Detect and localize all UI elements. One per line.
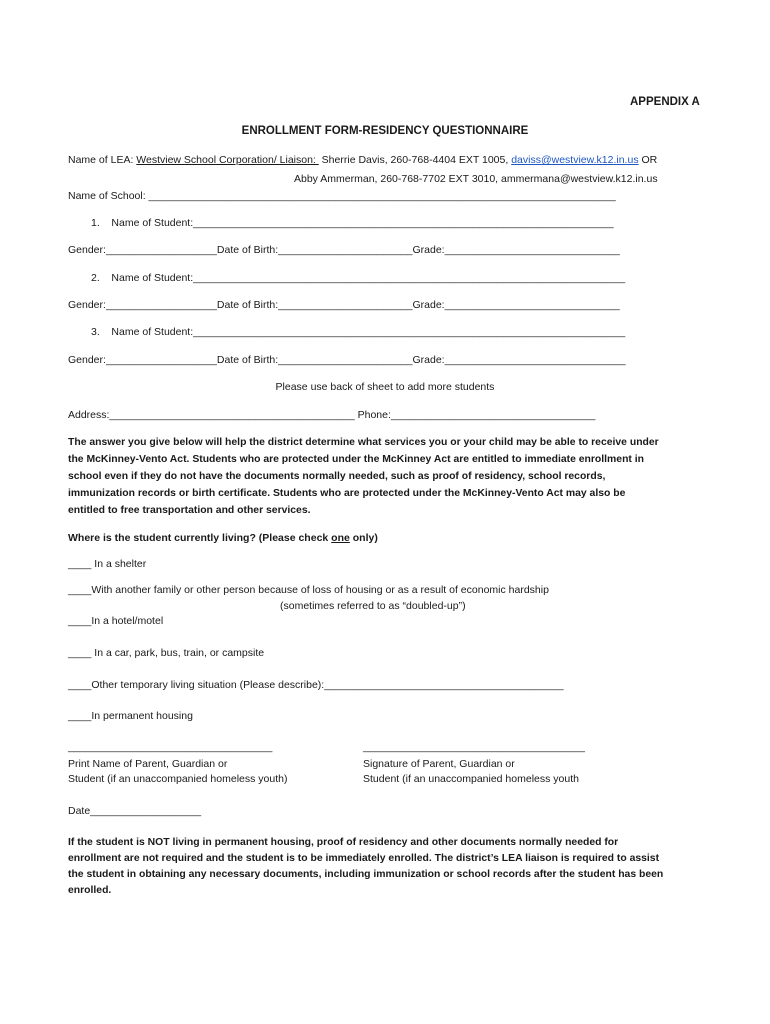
print-name-label-2: Student (if an unaccompanied homeless youth) [68,773,288,785]
paragraph-line: enrollment are not required and the student is to be immediately enrolled. The district’s LEA liaison is required to assist [68,853,660,864]
student-3-name-field[interactable]: 3. Name of Student:__________________________________________________________________________ [91,326,626,338]
lea-corporation: Westview School Corporation/ Liaison: [136,154,319,166]
question-text-end: only) [349,532,378,544]
appendix-label: APPENDIX A [630,96,700,108]
form-title: ENROLLMENT FORM-RESIDENCY QUESTIONNAIRE [241,125,529,137]
print-name-line[interactable]: ___________________________________ [68,741,273,753]
lea-line [68,153,657,167]
lea-contact-1: Sherrie Davis, 260-768-4404 EXT 1005, [318,154,512,166]
option-car-park[interactable]: ____ In a car, park, bus, train, or campsite [68,647,265,659]
paragraph-line: If the student is NOT living in permanent housing, proof of residency and other documents normally needed for [68,837,619,848]
signature-line[interactable]: ______________________________________ [363,741,585,753]
option-other-temporary[interactable]: ____Other temporary living situation (Please describe):_________________________________________ [68,679,564,691]
lea-prefix: Name of LEA: [68,154,137,166]
student-3-info-field[interactable]: Gender:___________________Date of Birth:_______________________Grade:_______________________________ [68,354,626,366]
lea-email-link[interactable]: daviss@westview.k12.in.us [511,154,639,166]
student-2-name-field[interactable]: 2. Name of Student:__________________________________________________________________________ [91,272,626,284]
paragraph-line: enrolled. [68,885,112,896]
student-1-info-field[interactable]: Gender:___________________Date of Birth:_______________________Grade:______________________________ [68,244,620,256]
question-emphasis: one [331,532,350,544]
mckinney-vento-paragraph [68,434,708,519]
option-shelter[interactable]: ____ In a shelter [68,558,147,570]
lea-contact-2: Abby Ammerman, 260-768-7702 EXT 3010, ammermana@westview.k12.in.us [294,173,658,185]
paragraph-line: immunization records or birth certificate. Students who are protected under the McKinney-Vento Act may also be [68,488,626,499]
paragraph-line: the student in obtaining any necessary documents, including immunization or school records after the student has been [68,869,664,880]
paragraph-line: The answer you give below will help the district determine what services you or your child may be able to receive under [68,437,659,448]
lea-or: OR [638,154,658,166]
signature-label-2: Student (if an unaccompanied homeless youth [363,773,579,785]
option-permanent-housing[interactable]: ____In permanent housing [68,710,193,722]
permanent-housing-paragraph [68,835,708,899]
option-doubled-up[interactable]: ____With another family or other person because of loss of housing or as a result of economic hardship [68,584,549,596]
back-of-sheet-note: Please use back of sheet to add more students [275,381,495,393]
living-question [68,531,378,545]
school-name-field[interactable]: Name of School: ________________________________________________________________________________ [68,190,616,202]
paragraph-line: entitled to free transportation and other services. [68,505,311,516]
print-name-label: Print Name of Parent, Guardian or [68,758,228,770]
option-hotel-motel[interactable]: ____In a hotel/motel [68,615,164,627]
question-text: Where is the student currently living? (Please check [68,532,332,544]
signature-label: Signature of Parent, Guardian or [363,758,515,770]
student-1-name-field[interactable]: 1. Name of Student:________________________________________________________________________ [91,217,614,229]
doubled-up-note: (sometimes referred to as “doubled-up”) [280,600,466,612]
student-2-info-field[interactable]: Gender:___________________Date of Birth:_______________________Grade:______________________________ [68,299,620,311]
date-field[interactable]: Date___________________ [68,805,202,817]
paragraph-line: the McKinney-Vento Act. Students who are protected under the McKinney Act are entitled to immediate enrollment in [68,454,644,465]
address-phone-field[interactable]: Address:__________________________________________ Phone:___________________________________ [68,409,596,421]
paragraph-line: school even if they do not have the documents normally needed, such as proof of residency, school records, [68,471,606,482]
